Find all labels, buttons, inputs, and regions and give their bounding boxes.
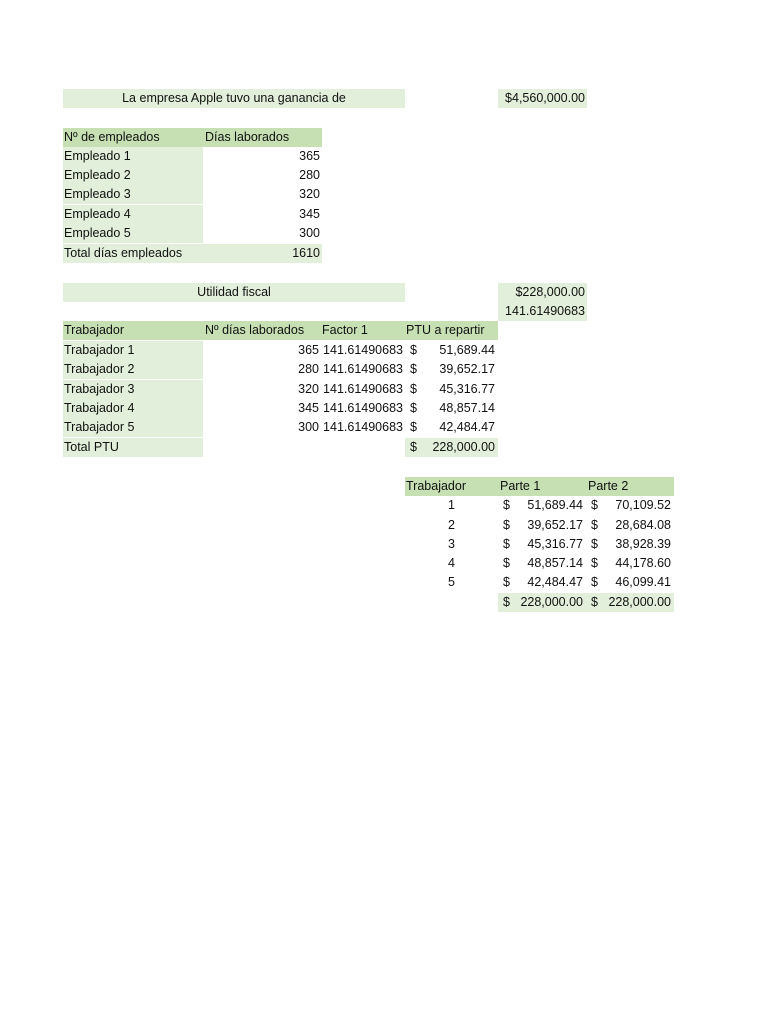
amount-value: 48,857.14 bbox=[527, 556, 583, 570]
fiscal-factor: 141.61490683 bbox=[498, 302, 587, 321]
split-total-part2 bbox=[586, 593, 674, 612]
amount-value: 38,928.39 bbox=[615, 537, 671, 551]
amount-value: 46,099.41 bbox=[615, 575, 671, 589]
ptu-header-amount: PTU a repartir bbox=[405, 321, 498, 340]
ptu-days: 345 bbox=[298, 401, 319, 415]
currency-symbol: $ bbox=[503, 595, 510, 609]
intro-amount: $4,560,000.00 bbox=[498, 89, 587, 108]
employee-name: Empleado 2 bbox=[63, 166, 203, 185]
split-part1 bbox=[498, 535, 586, 554]
amount-value: 228,000.00 bbox=[608, 595, 671, 609]
split-part1 bbox=[498, 554, 586, 573]
amount-value: 45,316.77 bbox=[527, 537, 583, 551]
ptu-worker: Trabajador 4 bbox=[63, 399, 203, 418]
amount-value: 51,689.44 bbox=[527, 498, 583, 512]
split-part1 bbox=[498, 496, 586, 515]
currency-symbol: $ bbox=[503, 537, 510, 551]
currency-symbol: $ bbox=[503, 518, 510, 532]
currency-symbol: $ bbox=[410, 420, 417, 434]
split-total-part1 bbox=[498, 593, 586, 612]
ptu-factor: 141.61490683 bbox=[323, 420, 403, 434]
employee-name: Empleado 1 bbox=[63, 147, 203, 166]
employee-name: Empleado 3 bbox=[63, 185, 203, 204]
employee-days: 345 bbox=[299, 207, 320, 221]
currency-symbol: $ bbox=[410, 343, 417, 357]
split-part2 bbox=[586, 535, 674, 554]
employee-name: Empleado 4 bbox=[63, 205, 203, 224]
amount-value: 51,689.44 bbox=[439, 343, 495, 357]
split-worker-id: 4 bbox=[448, 556, 455, 570]
amount-value: 39,652.17 bbox=[527, 518, 583, 532]
currency-symbol: $ bbox=[410, 401, 417, 415]
ptu-days: 280 bbox=[298, 362, 319, 376]
split-header-worker: Trabajador bbox=[405, 477, 498, 496]
currency-symbol: $ bbox=[591, 537, 598, 551]
currency-symbol: $ bbox=[410, 382, 417, 396]
amount-value: 48,857.14 bbox=[439, 401, 495, 415]
employee-days: 365 bbox=[299, 149, 320, 163]
amount-value: 228,000.00 bbox=[432, 440, 495, 454]
ptu-amount bbox=[405, 341, 498, 360]
ptu-worker: Trabajador 5 bbox=[63, 418, 203, 437]
employee-days: 280 bbox=[299, 168, 320, 182]
split-worker-id: 2 bbox=[448, 518, 455, 532]
amount-value: 39,652.17 bbox=[439, 362, 495, 376]
split-part2 bbox=[586, 496, 674, 515]
split-header-part1: Parte 1 bbox=[498, 477, 586, 496]
employees-total-label: Total días empleados bbox=[63, 244, 203, 263]
employee-name: Empleado 5 bbox=[63, 224, 203, 243]
split-part2 bbox=[586, 516, 674, 535]
ptu-worker: Trabajador 3 bbox=[63, 380, 203, 399]
amount-value: 228,000.00 bbox=[520, 595, 583, 609]
ptu-worker: Trabajador 1 bbox=[63, 341, 203, 360]
ptu-header-days: Nº días laborados bbox=[203, 321, 321, 340]
amount-value: 42,484.47 bbox=[439, 420, 495, 434]
ptu-header-worker: Trabajador bbox=[63, 321, 203, 340]
split-worker-id: 1 bbox=[448, 498, 455, 512]
currency-symbol: $ bbox=[591, 498, 598, 512]
fiscal-amount: $228,000.00 bbox=[498, 283, 587, 302]
amount-value: 44,178.60 bbox=[615, 556, 671, 570]
ptu-factor: 141.61490683 bbox=[323, 382, 403, 396]
ptu-days: 365 bbox=[298, 343, 319, 357]
employee-days: 300 bbox=[299, 226, 320, 240]
ptu-amount bbox=[405, 380, 498, 399]
currency-symbol: $ bbox=[503, 575, 510, 589]
ptu-amount bbox=[405, 360, 498, 379]
split-part1 bbox=[498, 573, 586, 592]
currency-symbol: $ bbox=[410, 362, 417, 376]
split-part2 bbox=[586, 554, 674, 573]
ptu-amount bbox=[405, 418, 498, 437]
ptu-factor: 141.61490683 bbox=[323, 362, 403, 376]
ptu-total-label: Total PTU bbox=[63, 438, 203, 457]
fiscal-label: Utilidad fiscal bbox=[63, 283, 405, 302]
employees-total-value: 1610 bbox=[203, 244, 322, 263]
ptu-factor: 141.61490683 bbox=[323, 343, 403, 357]
employees-header-name: Nº de empleados bbox=[63, 128, 203, 147]
currency-symbol: $ bbox=[591, 556, 598, 570]
amount-value: 42,484.47 bbox=[527, 575, 583, 589]
split-worker-id: 5 bbox=[448, 575, 455, 589]
split-header-part2: Parte 2 bbox=[586, 477, 674, 496]
currency-symbol: $ bbox=[591, 595, 598, 609]
amount-value: 45,316.77 bbox=[439, 382, 495, 396]
currency-symbol: $ bbox=[503, 498, 510, 512]
amount-value: 28,684.08 bbox=[615, 518, 671, 532]
employees-header-days: Días laborados bbox=[203, 128, 322, 147]
amount-value: 70,109.52 bbox=[615, 498, 671, 512]
ptu-days: 320 bbox=[298, 382, 319, 396]
currency-symbol: $ bbox=[410, 440, 417, 454]
split-part2 bbox=[586, 573, 674, 592]
intro-label: La empresa Apple tuvo una ganancia de bbox=[63, 89, 405, 108]
ptu-total-amount bbox=[405, 438, 498, 457]
ptu-days: 300 bbox=[298, 420, 319, 434]
currency-symbol: $ bbox=[591, 575, 598, 589]
split-part1 bbox=[498, 516, 586, 535]
ptu-factor: 141.61490683 bbox=[323, 401, 403, 415]
currency-symbol: $ bbox=[591, 518, 598, 532]
ptu-header-factor: Factor 1 bbox=[321, 321, 405, 340]
split-worker-id: 3 bbox=[448, 537, 455, 551]
currency-symbol: $ bbox=[503, 556, 510, 570]
ptu-worker: Trabajador 2 bbox=[63, 360, 203, 379]
ptu-amount bbox=[405, 399, 498, 418]
employee-days: 320 bbox=[299, 187, 320, 201]
